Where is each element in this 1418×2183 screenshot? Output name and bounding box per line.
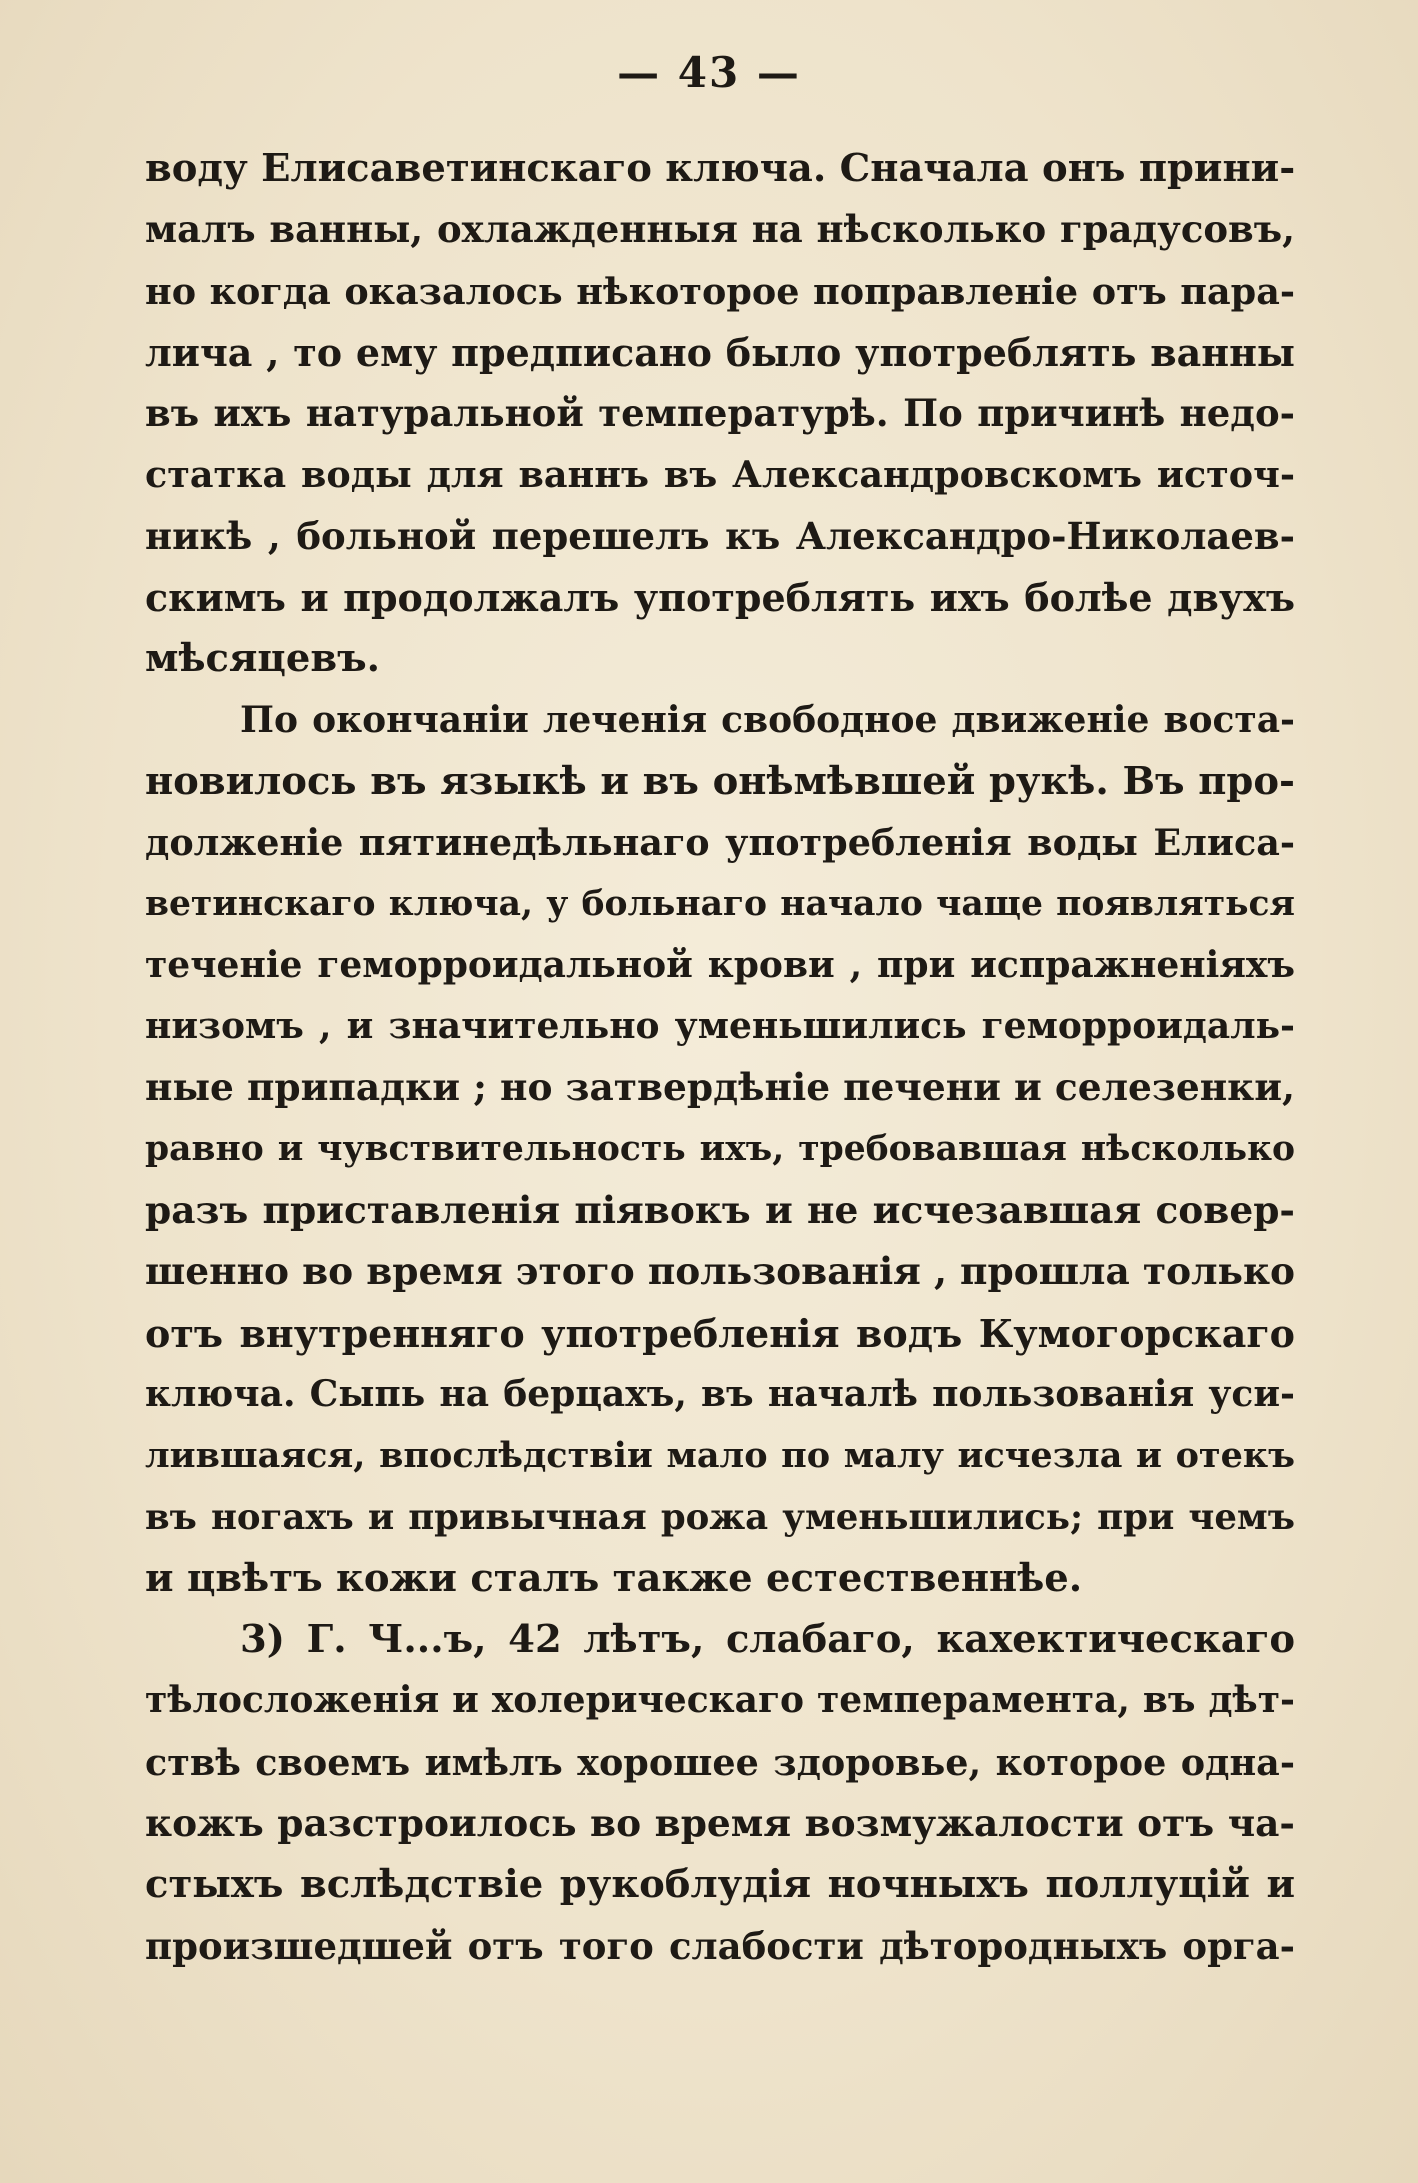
text-line: ные припадки ; но затвердѣніе печени и селезенки,: [145, 1065, 1296, 1110]
page-text: [145, 138, 1295, 1977]
text-line: но когда оказалось нѣкоторое поправленіе отъ пара-: [145, 269, 1295, 313]
text-line: новилось въ языкѣ и въ онѣмѣвшей рукѣ. Въ про-: [145, 758, 1295, 804]
text-line: лившаяся, впослѣдствіи мало по малу исчезла и отекъ: [145, 1435, 1295, 1477]
text-line: низомъ , и значительно уменьшились геморроидаль-: [145, 1005, 1295, 1048]
text-line: ствѣ своемъ имѣлъ хорошее здоровье, которое одна-: [145, 1740, 1295, 1784]
text-line: шенно во время этого пользованія , прошла только: [145, 1249, 1296, 1294]
paragraph-3: [145, 1609, 1295, 1977]
text-line: разъ приставленія піявокъ и не исчезавшая совер-: [145, 1188, 1295, 1233]
text-line: долженіе пятинедѣльнаго употребленія воды Елиса-: [145, 821, 1295, 865]
text-line: скимъ и продолжалъ употреблять ихъ болѣе двухъ: [145, 575, 1295, 621]
text-line: По окончаніи леченія свободное движеніе воста-: [240, 698, 1295, 741]
text-line: статка воды для ваннъ въ Александровскомъ источ-: [145, 453, 1295, 497]
text-line: произшедшей отъ того слабости дѣтородныхъ орга-: [145, 1923, 1295, 1968]
text-line: тѣлосложенія и холерическаго темперамента, въ дѣт-: [145, 1679, 1295, 1722]
text-line: ключа. Сыпь на берцахъ, въ началѣ пользованія уси-: [145, 1372, 1295, 1415]
text-line: малъ ванны, охлажденныя на нѣсколько градусовъ,: [145, 207, 1295, 252]
paragraph-1: [145, 138, 1295, 690]
text-line: кожъ разстроилось во время возмужалости отъ ча-: [145, 1801, 1295, 1846]
text-line: отъ внутренняго употребленія водъ Кумогорскаго: [145, 1310, 1295, 1356]
text-line: въ ногахъ и привычная рожа уменьшились; при чемъ: [145, 1496, 1295, 1538]
text-line: лича , то ему предписано было употреблять ванны: [145, 329, 1295, 375]
text-line: теченіе геморроидальной крови , при испражненіяхъ: [145, 943, 1295, 986]
text-line: ветинскаго ключа, у больнаго начало чаще появляться: [145, 883, 1295, 924]
text-line: мѣсяцевъ.: [145, 636, 381, 682]
text-line: воду Елисаветинскаго ключа. Сначала онъ прини-: [145, 146, 1296, 191]
text-line: равно и чувствительность ихъ, требовавшая нѣсколько: [145, 1128, 1295, 1169]
text-line: стыхъ вслѣдствіе рукоблудія ночныхъ поллуцій и: [145, 1862, 1295, 1908]
text-line: въ ихъ натуральной температурѣ. По причинѣ недо-: [145, 391, 1295, 436]
text-line: и цвѣтъ кожи сталъ также естественнѣе.: [145, 1555, 1083, 1601]
text-line: 3) Г. Ч...ъ, 42 лѣтъ, слабаго, кахектическаго: [240, 1617, 1295, 1663]
paragraph-2: [145, 690, 1295, 1609]
text-line: никѣ , больной перешелъ къ Александро-Николаев-: [145, 513, 1295, 558]
page-number: — 43 —: [617, 48, 801, 97]
